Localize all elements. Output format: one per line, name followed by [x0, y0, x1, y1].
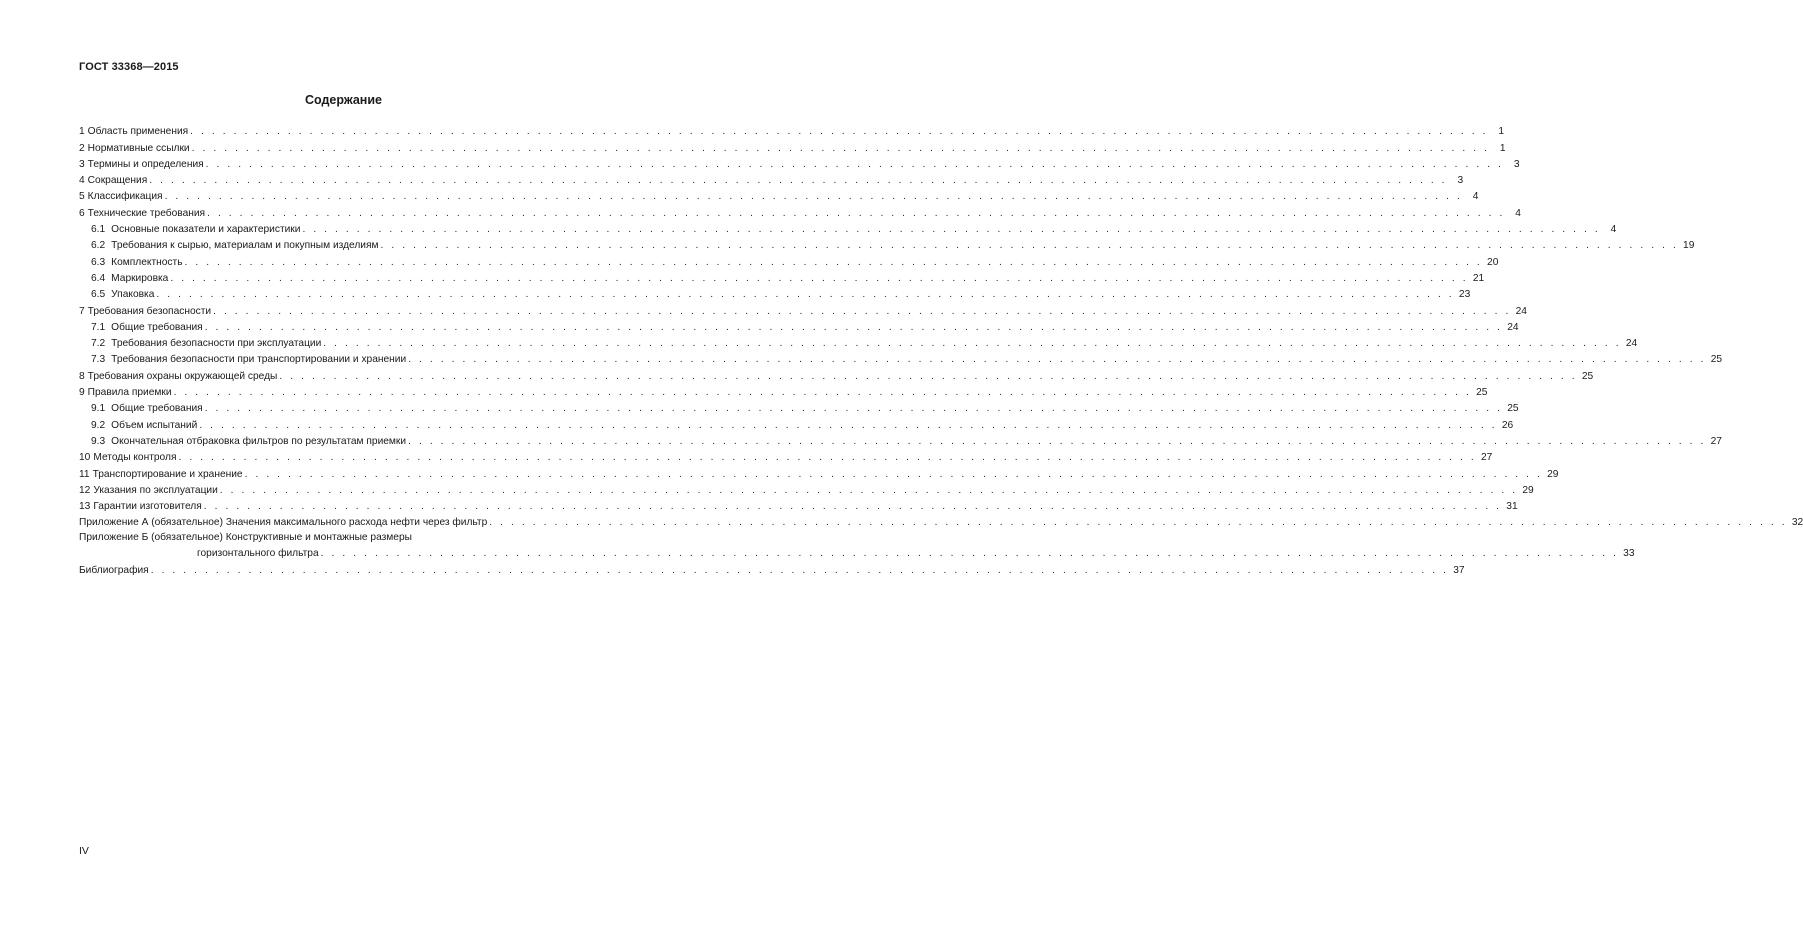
toc-entry[interactable]: [79, 269, 1485, 285]
toc-leader-dots: . . . . . . . . . . . . . . . . . . . . . . . . . . . . . . . . . . . . . . . . . . . . . . . . . . . . . . . . . . . . . . . . . . . . . . . . . . . . . . . . . . . . . . . . . . . . . . . . . . . . . . . . . . . . . . . . . . . . . . . .: [302, 224, 1601, 236]
toc-entry[interactable]: [79, 155, 1520, 171]
toc-page-number: 26: [1501, 419, 1514, 431]
toc-entry[interactable]: [79, 187, 1479, 203]
toc-leader-dots: . . . . . . . . . . . . . . . . . . . . . . . . . . . . . . . . . . . . . . . . . . . . . . . . . . . . . . . . . . . . . . . . . . . . . . . . . . . . . . . . . . . . . . . . . . . . . . . . . . . . . . . . . . . . . . . . . . . . . . . .: [408, 354, 1707, 366]
toc-entry-number: 6.5: [91, 289, 106, 301]
toc-entry-number: 6.4: [91, 272, 106, 284]
toc-entry-label: Библиография: [79, 564, 149, 576]
toc-entry[interactable]: [79, 138, 1506, 154]
toc-page-number: 1: [1498, 126, 1505, 138]
toc-entry-number: 8: [79, 370, 85, 382]
toc-leader-dots: . . . . . . . . . . . . . . . . . . . . . . . . . . . . . . . . . . . . . . . . . . . . . . . . . . . . . . . . . . . . . . . . . . . . . . . . . . . . . . . . . . . . . . . . . . . . . . . . . . . . . . . . . . . . . . . . . . . . . . . .: [178, 452, 1477, 464]
toc-entry[interactable]: [79, 415, 1514, 431]
toc-page-number: 1: [1499, 142, 1506, 154]
toc-entry[interactable]: [79, 560, 1465, 576]
toc-entry[interactable]: [79, 481, 1534, 497]
toc-entry-number: 1: [79, 126, 85, 138]
toc-page-number: 29: [1547, 468, 1559, 480]
toc-leader-dots: . . . . . . . . . . . . . . . . . . . . . . . . . . . . . . . . . . . . . . . . . . . . . . . . . . . . . . . . . . . . . . . . . . . . . . . . . . . . . . . . . . . . . . . . . . . . . . . . . . . . . . . . . . . . . . . . . . . . . . . .: [149, 175, 1448, 187]
toc-page-number: 27: [1710, 435, 1722, 447]
toc-leader-dots: . . . . . . . . . . . . . . . . . . . . . . . . . . . . . . . . . . . . . . . . . . . . . . . . . . . . . . . . . . . . . . . . . . . . . . . . . . . . . . . . . . . . . . . . . . . . . . . . . . . . . . . . . . . . . . . . . . . . . . . .: [380, 240, 1679, 252]
toc-entry[interactable]: [79, 334, 1638, 350]
toc-leader-dots: . . . . . . . . . . . . . . . . . . . . . . . . . . . . . . . . . . . . . . . . . . . . . . . . . . . . . . . . . . . . . . . . . . . . . . . . . . . . . . . . . . . . . . . . . . . . . . . . . . . . . . . . . . . . . . . . . . . . . . . .: [164, 191, 1463, 203]
toc-entry[interactable]: [79, 513, 1803, 529]
toc-leader-dots: . . . . . . . . . . . . . . . . . . . . . . . . . . . . . . . . . . . . . . . . . . . . . . . . . . . . . . . . . . . . . . . . . . . . . . . . . . . . . . . . . . . . . . . . . . . . . . . . . . . . . . . . . . . . . . . . . . . . . . . .: [323, 338, 1622, 350]
toc-page-number: 32: [1791, 517, 1803, 529]
toc-leader-dots: . . . . . . . . . . . . . . . . . . . . . . . . . . . . . . . . . . . . . . . . . . . . . . . . . . . . . . . . . . . . . . . . . . . . . . . . . . . . . . . . . . . . . . . . . . . . . . . . . . . . . . . . . . . . . . . . . . . . . . . .: [204, 321, 1503, 333]
toc-leader-dots: . . . . . . . . . . . . . . . . . . . . . . . . . . . . . . . . . . . . . . . . . . . . . . . . . . . . . . . . . . . . . . . . . . . . . . . . . . . . . . . . . . . . . . . . . . . . . . . . . . . . . . . . . . . . . . . . . . . . . . . .: [205, 158, 1504, 170]
toc-entry[interactable]: [79, 497, 1518, 513]
toc-entry[interactable]: [79, 203, 1521, 219]
toc-entry-number: 12: [79, 484, 91, 496]
toc-entry-number: 6: [79, 207, 85, 219]
toc-entry-label: Сокращения: [87, 175, 148, 187]
toc-entry-label: Объем испытаний: [111, 419, 198, 431]
toc-entry-number: 7.2: [91, 338, 106, 350]
toc-entry-label: Приложение Б (обязательное) Конструктивные и монтажные размеры: [79, 532, 412, 544]
toc-entry[interactable]: [79, 236, 1695, 252]
toc-page-number: 33: [1623, 548, 1635, 560]
toc-entry-label: Окончательная отбраковка фильтров по результатам приемки: [111, 435, 407, 447]
toc-entry-label: Область применения: [87, 126, 189, 138]
toc-leader-dots: . . . . . . . . . . . . . . . . . . . . . . . . . . . . . . . . . . . . . . . . . . . . . . . . . . . . . . . . . . . . . . . . . . . . . . . . . . . . . . . . . . . . . . . . . . . . . . . . . . . . . . . . . . . . . . . . . . . . . . . .: [150, 564, 1449, 576]
page-title: Содержание: [304, 93, 382, 107]
toc-entry-number: 3: [79, 158, 85, 170]
toc-page-number: 4: [1515, 207, 1521, 219]
toc-leader-dots: . . . . . . . . . . . . . . . . . . . . . . . . . . . . . . . . . . . . . . . . . . . . . . . . . . . . . . . . . . . . . . . . . . . . . . . . . . . . . . . . . . . . . . . . . . . . . . . . . . . . . . . . . . . . . . . . . . . . . . . .: [408, 435, 1706, 447]
toc-leader-dots: . . . . . . . . . . . . . . . . . . . . . . . . . . . . . . . . . . . . . . . . . . . . . . . . . . . . . . . . . . . . . . . . . . . . . . . . . . . . . . . . . . . . . . . . . . . . . . . . . . . . . . . . . . . . . . . . . . . . . . . .: [173, 387, 1472, 399]
toc-entry-label: Термины и определения: [87, 158, 204, 170]
toc-entry-number: 9.2: [91, 419, 106, 431]
toc-entry-label: Требования безопасности при эксплуатации: [111, 338, 322, 350]
toc-page-number: 37: [1453, 564, 1465, 576]
toc-page-number: 27: [1481, 452, 1493, 464]
toc-entry-label: Требования охраны окружающей среды: [87, 370, 278, 382]
toc-entry[interactable]: [79, 301, 1527, 317]
toc-entry-label: Требования к сырью, материалам и покупным изделиям: [111, 240, 379, 252]
toc-entry-label: Маркировка: [111, 272, 169, 284]
toc-entry-number: 10: [79, 452, 91, 464]
toc-entry-number: 13: [79, 501, 91, 513]
toc-entry-label: Требования безопасности при транспортировании и хранении: [111, 354, 407, 366]
toc-page-number: 25: [1476, 387, 1488, 399]
toc-leader-dots: . . . . . . . . . . . . . . . . . . . . . . . . . . . . . . . . . . . . . . . . . . . . . . . . . . . . . . . . . . . . . . . . . . . . . . . . . . . . . . . . . . . . . . . . . . . . . . . . . . . . . . . . . . . . . . . . . . . . . . . .: [219, 484, 1518, 496]
toc-entry-number: 9.3: [91, 435, 106, 447]
toc-entry-label: Общие требования: [111, 321, 203, 333]
toc-leader-dots: . . . . . . . . . . . . . . . . . . . . . . . . . . . . . . . . . . . . . . . . . . . . . . . . . . . . . . . . . . . . . . . . . . . . . . . . . . . . . . . . . . . . . . . . . . . . . . . . . . . . . . . . . . . . . . . . . . . . . . . .: [244, 468, 1543, 480]
toc-entry[interactable]: [79, 432, 1722, 448]
toc-entry-number: 7: [79, 305, 85, 317]
toc-page-number: 4: [1610, 224, 1617, 236]
toc-entry-number: 6.2: [91, 240, 106, 252]
toc-entry-label: Нормативные ссылки: [87, 142, 190, 154]
document-code: ГОСТ 33368—2015: [79, 61, 179, 73]
toc-entry[interactable]: [79, 464, 1559, 480]
toc-leader-dots: . . . . . . . . . . . . . . . . . . . . . . . . . . . . . . . . . . . . . . . . . . . . . . . . . . . . . . . . . . . . . . . . . . . . . . . . . . . . . . . . . . . . . . . . . . . . . . . . . . . . . . . . . . . . . . . . . . . . . . . .: [156, 289, 1455, 301]
toc-entry[interactable]: [79, 366, 1594, 382]
toc-entry-label: Транспортирование и хранение: [92, 468, 243, 480]
toc-page-number: 19: [1683, 240, 1695, 252]
toc-entry-number: 2: [79, 142, 85, 154]
toc-entry[interactable]: [79, 399, 1519, 415]
toc-entry[interactable]: [79, 252, 1499, 268]
toc-entry[interactable]: [79, 318, 1519, 334]
toc-entry-number: 9.1: [91, 403, 106, 415]
toc-entry[interactable]: [79, 220, 1617, 236]
toc-entry-label: Общие требования: [111, 403, 203, 415]
toc-leader-dots: . . . . . . . . . . . . . . . . . . . . . . . . . . . . . . . . . . . . . . . . . . . . . . . . . . . . . . . . . . . . . . . . . . . . . . . . . . . . . . . . . . . . . . . . . . . . . . . . . . . . . . . . . . . . . . . . . . . . . . . .: [320, 548, 1619, 560]
toc-entry[interactable]: [79, 122, 1505, 138]
toc-page-number: 23: [1458, 289, 1471, 301]
toc-leader-dots: . . . . . . . . . . . . . . . . . . . . . . . . . . . . . . . . . . . . . . . . . . . . . . . . . . . . . . . . . . . . . . . . . . . . . . . . . . . . . . . . . . . . . . . . . . . . . . . . . . . . . . . . . . . . . . . . . . . . . . . .: [207, 207, 1505, 219]
toc-page-number: 25: [1710, 354, 1723, 366]
toc-leader-dots: . . . . . . . . . . . . . . . . . . . . . . . . . . . . . . . . . . . . . . . . . . . . . . . . . . . . . . . . . . . . . . . . . . . . . . . . . . . . . . . . . . . . . . . . . . . . . . . . . . . . . . . . . . . . . . . . . . . . . . . .: [213, 305, 1511, 317]
toc-entry-label: Гарантии изготовителя: [93, 501, 202, 513]
toc-entry[interactable]: [79, 171, 1464, 187]
toc-leader-dots: . . . . . . . . . . . . . . . . . . . . . . . . . . . . . . . . . . . . . . . . . . . . . . . . . . . . . . . . . . . . . . . . . . . . . . . . . . . . . . . . . . . . . . . . . . . . . . . . . . . . . . . . . . . . . . . . . . . . . . . .: [279, 370, 1578, 382]
toc-leader-dots: . . . . . . . . . . . . . . . . . . . . . . . . . . . . . . . . . . . . . . . . . . . . . . . . . . . . . . . . . . . . . . . . . . . . . . . . . . . . . . . . . . . . . . . . . . . . . . . . . . . . . . . . . . . . . . . . . . . . . . . .: [191, 142, 1490, 154]
toc-page-number: 3: [1513, 158, 1520, 170]
toc-entry-label: Правила приемки: [87, 387, 172, 399]
table-of-contents: [79, 122, 1803, 577]
toc-entry-label: Основные показатели и характеристики: [111, 224, 301, 236]
toc-leader-dots: . . . . . . . . . . . . . . . . . . . . . . . . . . . . . . . . . . . . . . . . . . . . . . . . . . . . . . . . . . . . . . . . . . . . . . . . . . . . . . . . . . . . . . . . . . . . . . . . . . . . . . . . . . . . . . . . . . . . . . . .: [203, 501, 1502, 513]
toc-page-number: 25: [1507, 403, 1519, 415]
toc-page-number: 31: [1506, 501, 1518, 513]
toc-entry-label: Методы контроля: [93, 452, 177, 464]
toc-entry-number: 9: [79, 387, 85, 399]
toc-leader-dots: . . . . . . . . . . . . . . . . . . . . . . . . . . . . . . . . . . . . . . . . . . . . . . . . . . . . . . . . . . . . . . . . . . . . . . . . . . . . . . . . . . . . . . . . . . . . . . . . . . . . . . . . . . . . . . . . . . . . . . . .: [190, 126, 1489, 138]
toc-page-number: 24: [1507, 321, 1519, 333]
toc-page-number: 4: [1472, 191, 1479, 203]
toc-leader-dots: . . . . . . . . . . . . . . . . . . . . . . . . . . . . . . . . . . . . . . . . . . . . . . . . . . . . . . . . . . . . . . . . . . . . . . . . . . . . . . . . . . . . . . . . . . . . . . . . . . . . . . . . . . . . . . . . . . . . . . . .: [489, 517, 1788, 529]
toc-page-number: 21: [1472, 272, 1485, 284]
toc-leader-dots: . . . . . . . . . . . . . . . . . . . . . . . . . . . . . . . . . . . . . . . . . . . . . . . . . . . . . . . . . . . . . . . . . . . . . . . . . . . . . . . . . . . . . . . . . . . . . . . . . . . . . . . . . . . . . . . . . . . . . . . .: [170, 272, 1469, 284]
toc-entry-label: Упаковка: [111, 289, 155, 301]
toc-entry[interactable]: [79, 285, 1471, 301]
toc-entry-number: 4: [79, 175, 85, 187]
toc-entry-number: 6.3: [91, 256, 106, 268]
toc-page-number: 3: [1457, 175, 1464, 187]
page-number: IV: [79, 845, 89, 857]
toc-leader-dots: . . . . . . . . . . . . . . . . . . . . . . . . . . . . . . . . . . . . . . . . . . . . . . . . . . . . . . . . . . . . . . . . . . . . . . . . . . . . . . . . . . . . . . . . . . . . . . . . . . . . . . . . . . . . . . . . . . . . . . . .: [199, 419, 1498, 431]
toc-leader-dots: . . . . . . . . . . . . . . . . . . . . . . . . . . . . . . . . . . . . . . . . . . . . . . . . . . . . . . . . . . . . . . . . . . . . . . . . . . . . . . . . . . . . . . . . . . . . . . . . . . . . . . . . . . . . . . . . . . . . . . . .: [184, 256, 1483, 268]
toc-entry-label: Приложение А (обязательное) Значения максимального расхода нефти через фильтр: [79, 517, 488, 529]
toc-entry[interactable]: [79, 529, 1635, 560]
toc-entry-label-continued: горизонтального фильтра: [197, 548, 319, 560]
toc-entry-number: 7.1: [91, 321, 106, 333]
toc-page-number: 25: [1581, 370, 1594, 382]
toc-entry-label: Классификация: [87, 191, 163, 203]
toc-entry-number: 7.3: [91, 354, 106, 366]
toc-entry[interactable]: [79, 350, 1723, 366]
toc-page-number: 20: [1487, 256, 1499, 268]
toc-entry[interactable]: [79, 448, 1493, 464]
toc-entry-number: 5: [79, 191, 85, 203]
toc-entry[interactable]: [79, 383, 1488, 399]
toc-entry-label: Технические требования: [87, 207, 206, 219]
toc-entry-label: Указания по эксплуатации: [93, 484, 218, 496]
toc-entry-label: Требования безопасности: [87, 305, 212, 317]
toc-entry-label: Комплектность: [111, 256, 183, 268]
toc-entry-number: 11: [79, 468, 90, 480]
toc-page-number: 29: [1522, 484, 1534, 496]
toc-page-number: 24: [1625, 338, 1638, 350]
toc-page-number: 24: [1515, 305, 1527, 317]
toc-leader-dots: . . . . . . . . . . . . . . . . . . . . . . . . . . . . . . . . . . . . . . . . . . . . . . . . . . . . . . . . . . . . . . . . . . . . . . . . . . . . . . . . . . . . . . . . . . . . . . . . . . . . . . . . . . . . . . . . . . . . . . . .: [204, 403, 1503, 415]
toc-entry-number: 6.1: [91, 224, 106, 236]
